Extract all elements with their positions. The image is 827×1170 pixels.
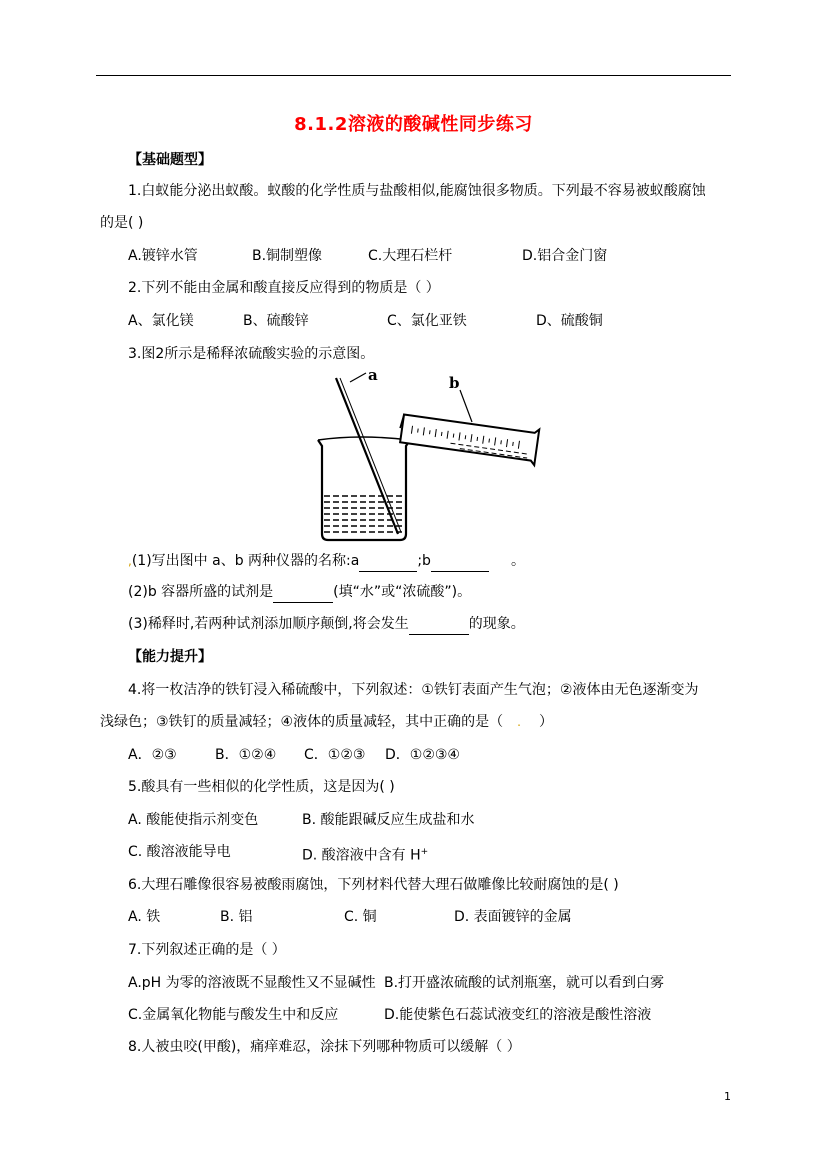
- q6-option-b: B. 铝: [220, 909, 253, 925]
- question-5-stem: 5.酸具有一些相似的化学性质，这是因为( ): [128, 779, 395, 795]
- q1-option-b: B.铜制塑像: [252, 248, 323, 264]
- label-a-leader: [350, 373, 366, 382]
- glass-rod-edge: [340, 378, 401, 532]
- q4-option-d: D．①②③④: [385, 747, 460, 763]
- beaker-outline: [318, 440, 410, 540]
- q2-option-b: B、硫酸锌: [243, 313, 309, 329]
- q5-option-c: C. 酸溶液能导电: [128, 844, 231, 860]
- q4-option-c: C．①②③: [304, 747, 366, 763]
- question-3-sub1: ,(1)写出图中 a、b 两种仪器的名称:a ;b 。: [128, 551, 525, 572]
- question-6-stem: 6.大理石雕像很容易被酸雨腐蚀，下列材料代替大理石做雕像比较耐腐蚀的是( ): [128, 877, 619, 893]
- graduated-cylinder: [398, 410, 540, 465]
- blank-reagent: [273, 582, 333, 603]
- question-2-stem: 2.下列不能由金属和酸直接反应得到的物质是（ ）: [128, 280, 440, 296]
- question-4-line2: 浅绿色；③铁钉的质量减轻；④液体的质量减轻，其中正确的是（ . ）: [100, 714, 553, 730]
- dilution-diagram: [300, 368, 550, 548]
- q5-option-a: A. 酸能使指示剂变色: [128, 812, 259, 828]
- question-3-stem: 3.图2所示是稀释浓硫酸实验的示意图。: [128, 346, 375, 362]
- q5-option-b: B. 酸能跟碱反应生成盐和水: [302, 812, 475, 828]
- question-4-line1: 4.将一枚洁净的铁钉浸入稀硫酸中，下列叙述：①铁钉表面产生气泡；②液体由无色逐渐变为: [128, 682, 699, 698]
- q1-option-a: A.镀锌水管: [128, 248, 198, 264]
- q6-option-a: A. 铁: [128, 909, 161, 925]
- section-heading-basic: 【基础题型】: [128, 152, 212, 168]
- q2-option-d: D、硫酸铜: [536, 313, 603, 329]
- label-b: b: [449, 374, 460, 392]
- label-a: a: [368, 368, 378, 384]
- question-3-sub3: (3)稀释时,若两种试剂添加顺序颠倒,将会发生 的现象。: [128, 614, 525, 635]
- q2-option-c: C、氯化亚铁: [387, 313, 467, 329]
- q1-option-d: D.铝合金门窗: [522, 248, 608, 264]
- q1-option-c: C.大理石栏杆: [368, 248, 453, 264]
- question-8-stem: 8.人被虫咬(甲酸)，痛痒难忍，涂抹下列哪种物质可以缓解（ ）: [128, 1039, 521, 1055]
- section-heading-advanced: 【能力提升】: [128, 649, 212, 665]
- blank-b: [431, 551, 489, 572]
- q7-option-b: B.打开盛浓硫酸的试剂瓶塞，就可以看到白雾: [384, 975, 665, 991]
- q6-option-d: D. 表面镀锌的金属: [454, 909, 572, 925]
- q7-option-a: A.pH 为零的溶液既不显酸性又不显碱性: [128, 975, 376, 991]
- q4-option-b: B．①②④: [215, 747, 277, 763]
- blank-a: [359, 551, 417, 572]
- beaker-liquid: [324, 496, 404, 532]
- q7-option-c: C.金属氧化物能与酸发生中和反应: [128, 1007, 339, 1023]
- question-1-line2: 的是( ): [100, 215, 144, 231]
- page-number: 1: [724, 1090, 731, 1103]
- q2-option-a: A、氯化镁: [128, 313, 194, 329]
- question-3-sub2: (2)b 容器所盛的试剂是 (填“水”或“浓硫酸”)。: [128, 582, 471, 603]
- label-b-leader: [460, 390, 472, 422]
- header-rule: [96, 75, 731, 76]
- page-title: 8.1.2溶液的酸碱性同步练习: [294, 114, 533, 135]
- stray-mark: ,: [128, 554, 132, 568]
- q6-option-c: C. 铜: [344, 909, 377, 925]
- q5-option-d: D. 酸溶液中含有 H+: [302, 847, 429, 864]
- blank-phenomenon: [409, 614, 469, 635]
- q7-option-d: D.能使紫色石蕊试液变红的溶液是酸性溶液: [384, 1007, 652, 1023]
- question-1-line1: 1.白蚁能分泌出蚁酸。蚁酸的化学性质与盐酸相似,能腐蚀很多物质。下列最不容易被蚁酸腐蚀: [128, 183, 706, 199]
- question-7-stem: 7.下列叙述正确的是（ ）: [128, 942, 286, 958]
- glass-rod: [336, 378, 398, 534]
- q4-option-a: A．②③: [128, 747, 177, 763]
